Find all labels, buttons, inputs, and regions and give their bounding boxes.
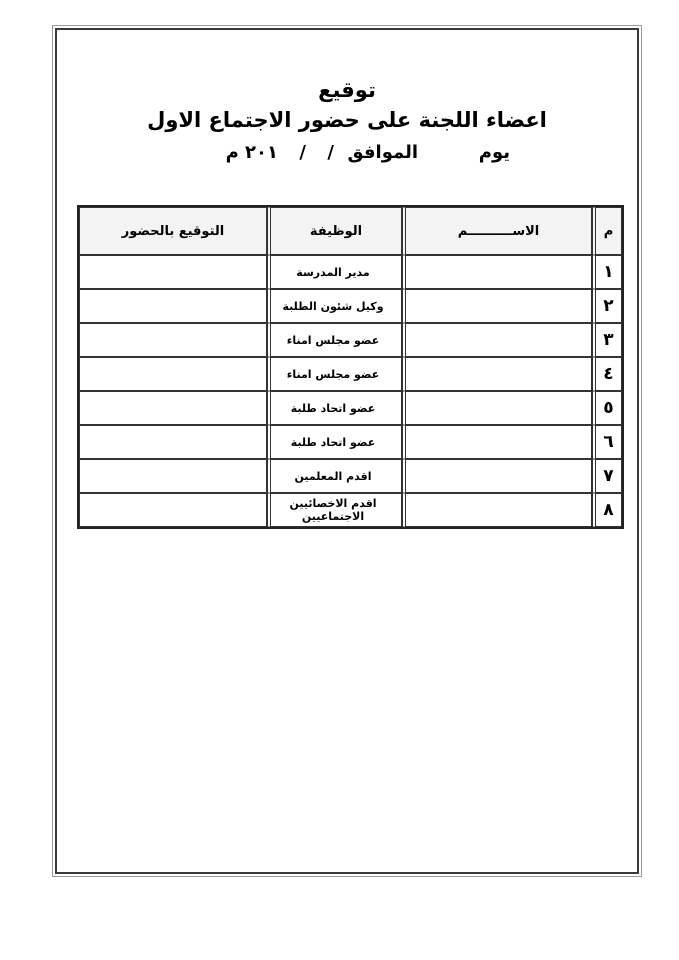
signature-cell[interactable] (79, 289, 267, 323)
date-slash: / (327, 142, 334, 163)
table-header-row (79, 207, 622, 255)
name-cell[interactable] (402, 459, 592, 493)
header-name: الاســــــــــم (402, 207, 592, 255)
name-cell[interactable] (402, 255, 592, 289)
row-number: ٤ (592, 357, 622, 391)
table-row (79, 255, 622, 289)
date-year: ٢٠١ م (225, 142, 278, 163)
job-cell: عضو مجلس امناء (267, 357, 402, 391)
table-row (79, 425, 622, 459)
signature-cell[interactable] (79, 425, 267, 459)
row-number: ٥ (592, 391, 622, 425)
row-number: ٢ (592, 289, 622, 323)
job-cell: عضو اتحاد طلبة (267, 391, 402, 425)
header-job: الوظيفة (267, 207, 402, 255)
job-cell: عضو اتحاد طلبة (267, 425, 402, 459)
date-line (210, 142, 510, 168)
header-signature: التوقيع بالحضور (79, 207, 267, 255)
name-cell[interactable] (402, 391, 592, 425)
job-cell: اقدم الاخصائيين الاجتماعيين (267, 493, 402, 527)
document-title: توقيع (318, 78, 376, 102)
row-number: ٨ (592, 493, 622, 527)
day-label: يوم (478, 142, 510, 163)
row-number: ٣ (592, 323, 622, 357)
table-row (79, 289, 622, 323)
row-number: ١ (592, 255, 622, 289)
name-cell[interactable] (402, 323, 592, 357)
document-subtitle: اعضاء اللجنة على حضور الاجتماع الاول (147, 108, 547, 132)
signature-cell[interactable] (79, 493, 267, 527)
table-row (79, 459, 622, 493)
table-row (79, 323, 622, 357)
name-cell[interactable] (402, 289, 592, 323)
signature-cell[interactable] (79, 391, 267, 425)
name-cell[interactable] (402, 357, 592, 391)
attendance-table (77, 205, 624, 529)
table-row (79, 493, 622, 527)
corresponding-label: الموافق (347, 142, 418, 163)
signature-cell[interactable] (79, 357, 267, 391)
row-number: ٧ (592, 459, 622, 493)
row-number: ٦ (592, 425, 622, 459)
name-cell[interactable] (402, 425, 592, 459)
date-slash: / (299, 142, 306, 163)
job-cell: اقدم المعلمين (267, 459, 402, 493)
header-number: م (592, 207, 622, 255)
table-row (79, 357, 622, 391)
signature-cell[interactable] (79, 255, 267, 289)
job-cell: مدير المدرسة (267, 255, 402, 289)
table-row (79, 391, 622, 425)
job-cell: وكيل شئون الطلبة (267, 289, 402, 323)
signature-cell[interactable] (79, 459, 267, 493)
signature-cell[interactable] (79, 323, 267, 357)
job-cell: عضو مجلس امناء (267, 323, 402, 357)
name-cell[interactable] (402, 493, 592, 527)
